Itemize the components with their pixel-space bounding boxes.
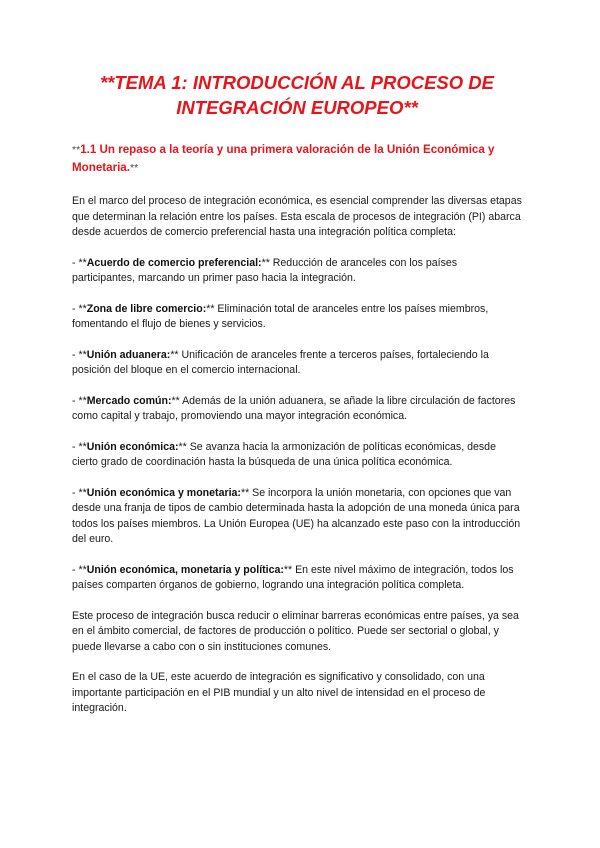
list-item (72, 486, 522, 548)
section-heading (72, 141, 522, 177)
document-page (72, 70, 522, 717)
list-item-text: ** Se avanza hacia la armonización de políticas económicas, desde cierto grado de coordinación hasta la búsqueda de una única política económica. (72, 440, 496, 468)
list-item (72, 348, 522, 379)
list-item-term: Unión económica, monetaria y política: (86, 563, 284, 576)
list-item (72, 394, 522, 425)
list-item-term: Acuerdo de comercio preferencial: (86, 256, 262, 269)
list-item-term: Unión económica: (86, 440, 179, 453)
list-item (72, 302, 522, 333)
document-title: **TEMA 1: INTRODUCCIÓN AL PROCESO DE INTEGRACIÓN EUROPEO** (99, 72, 494, 118)
list-item (72, 256, 522, 287)
list-item-text: ** En este nivel máximo de integración, todos los países comparten órganos de gobierno, logrando una integración política completa. (72, 563, 514, 591)
list-item-prefix: - ** (72, 486, 87, 499)
intro-paragraph: En el marco del proceso de integración económica, es esencial comprender las diversas etapas que determinan la relación entre los países. Esta escala de procesos de integración (PI) abarca desde acuerdos de comercio preferencial hasta una integración política completa: (72, 195, 522, 238)
list-item-term: Zona de libre comercio: (86, 302, 207, 315)
list-item-term: Mercado común: (86, 394, 172, 407)
list-item-prefix: - ** (72, 563, 87, 576)
list-item-text: ** Reducción de aranceles con los países participantes, marcando un primer paso hacia la integración. (72, 256, 458, 284)
list-item-prefix: - ** (72, 394, 87, 407)
list-item-term: Unión aduanera: (86, 348, 171, 361)
heading-prefix: ** (72, 144, 81, 156)
body-paragraph: Este proceso de integración busca reducir o eliminar barreras económicas entre países, ya sea en el ámbito comercial, de factores de producción o político. Puede ser sectorial o global, y puede llevarse a cabo con o sin instituciones comunes. (72, 609, 519, 653)
list-item (72, 563, 522, 594)
body-paragraph: En el caso de la UE, este acuerdo de integración es significativo y consolidado, con una importante participación en el PIB mundial y un alto nivel de intensidad en el proceso de integración. (72, 671, 486, 714)
list-item-text: ** Eliminación total de aranceles entre los países miembros, fomentando el flujo de bienes y servicios. (72, 302, 489, 330)
list-item-prefix: - ** (72, 302, 87, 315)
list-item-prefix: - ** (72, 440, 87, 453)
heading-text: 1.1 Un repaso a la teoría y una primera valoración de la Unión Económica y Monetaria. (72, 143, 495, 174)
list-item (72, 440, 522, 471)
list-item-text: ** Además de la unión aduanera, se añade la libre circulación de factores como capital y trabajo, promoviendo una mayor integración económica. (72, 394, 516, 422)
list-item-text: ** Unificación de aranceles frente a terceros países, fortaleciendo la posición del bloque en el comercio internacional. (72, 348, 489, 376)
list-item-text: ** Se incorpora la unión monetaria, con opciones que van desde una franja de tipos de cambio determinada hasta la adopción de una moneda única para todos los países miembros. La Unión Europea (UE) ha alcanzado este paso con la introducción del euro. (72, 486, 521, 545)
list-item-prefix: - ** (72, 256, 87, 269)
heading-suffix: ** (129, 162, 139, 174)
list-item-prefix: - ** (72, 348, 87, 361)
list-item-term: Unión económica y monetaria: (86, 486, 241, 499)
